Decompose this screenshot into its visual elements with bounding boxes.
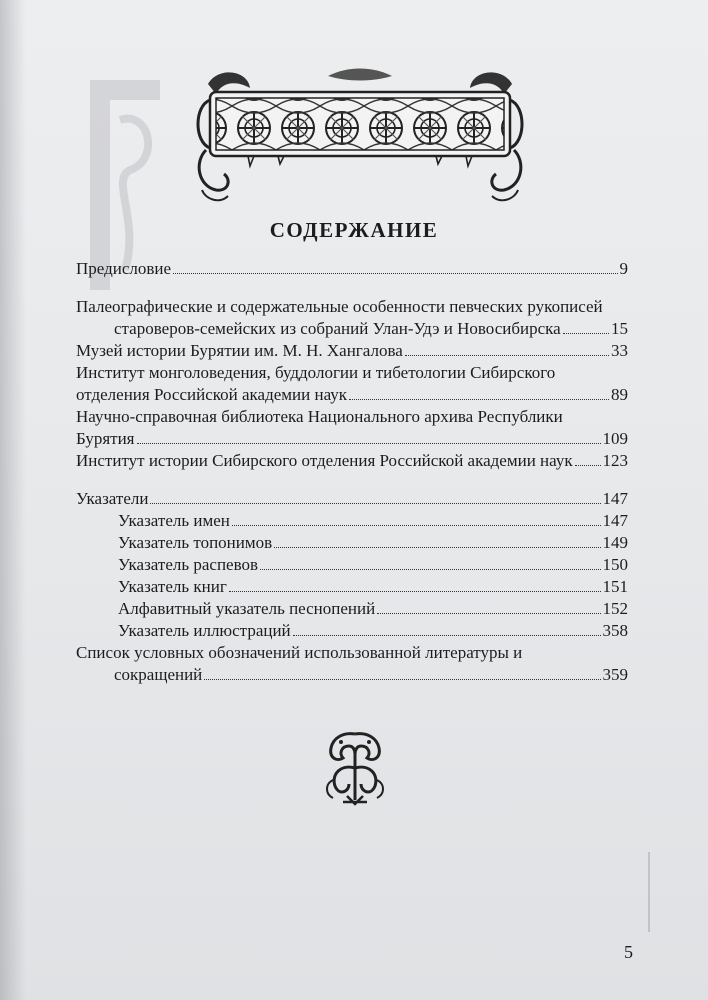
toc-entry-index-chants[interactable]: Указатель распевов 150 xyxy=(118,555,628,574)
toc-entry-index-toponyms[interactable]: Указатель топонимов 149 xyxy=(118,533,628,552)
page-ref: 147 xyxy=(602,511,628,530)
page-ref: 358 xyxy=(602,621,628,640)
dot-leader xyxy=(377,613,600,614)
dot-leader xyxy=(229,591,601,592)
birds-vignette-ornament-icon xyxy=(313,728,397,808)
toc-entry-institute-history[interactable]: Институт истории Сибирского отделения Российской академии наук 123 xyxy=(76,451,628,470)
page-ref: 151 xyxy=(602,577,628,596)
dot-leader xyxy=(274,547,600,548)
page-ref: 149 xyxy=(602,533,628,552)
page-ref: 15 xyxy=(611,319,628,338)
toc-title: СОДЕРЖАНИЕ xyxy=(269,218,439,242)
table-of-contents xyxy=(76,258,628,686)
page-ref: 89 xyxy=(611,385,628,404)
dot-leader xyxy=(405,355,609,356)
dot-leader xyxy=(204,679,600,680)
dot-leader xyxy=(575,465,601,466)
dot-leader xyxy=(293,635,601,636)
toc-entry-abbreviations[interactable]: Список условных обозначений использованной литературы и сокращений 359 xyxy=(76,643,628,684)
toc-entry-paleography[interactable]: Палеографические и содержательные особенности певческих рукописей староверов-семейских из собраний Улан-Удэ и Новосибирска 15 xyxy=(76,297,628,338)
toc-entry-indexes[interactable]: Указатели 147 xyxy=(76,489,628,508)
dot-leader xyxy=(150,503,600,504)
dot-leader xyxy=(349,399,609,400)
toc-entry-museum[interactable]: Музей истории Бурятии им. М. Н. Хангалова 33 xyxy=(76,341,628,360)
toc-entry-index-names[interactable]: Указатель имен 147 xyxy=(118,511,628,530)
page-ref: 152 xyxy=(602,599,628,618)
dot-leader xyxy=(563,333,609,334)
toc-entry-preface[interactable]: Предисловие 9 xyxy=(76,259,628,278)
dot-leader xyxy=(260,569,600,570)
binding-shadow xyxy=(0,0,26,1000)
header-knotwork-ornament-icon xyxy=(188,62,532,212)
page-ref: 9 xyxy=(619,259,628,278)
page-ref: 359 xyxy=(602,665,628,684)
page-ref: 33 xyxy=(611,341,628,360)
toc-entry-index-hymns[interactable]: Алфавитный указатель песнопений 152 xyxy=(118,599,628,618)
dot-leader xyxy=(137,443,601,444)
page-number: 5 xyxy=(624,942,633,962)
dot-leader xyxy=(173,273,617,274)
page-ref: 147 xyxy=(602,489,628,508)
toc-entry-index-books[interactable]: Указатель книг 151 xyxy=(118,577,628,596)
toc-entry-index-illustrations[interactable]: Указатель иллюстраций 358 xyxy=(118,621,628,640)
show-through-corner xyxy=(626,852,650,932)
dot-leader xyxy=(232,525,601,526)
page-ref: 150 xyxy=(602,555,628,574)
page-ref: 109 xyxy=(602,429,628,448)
toc-entry-institute-mongol[interactable]: Институт монголоведения, буддологии и тибетологии Сибирского отделения Российской академии наук 89 xyxy=(76,363,628,404)
toc-entry-library[interactable]: Научно-справочная библиотека Национального архива Республики Бурятия 109 xyxy=(76,407,628,448)
page-ref: 123 xyxy=(602,451,628,470)
